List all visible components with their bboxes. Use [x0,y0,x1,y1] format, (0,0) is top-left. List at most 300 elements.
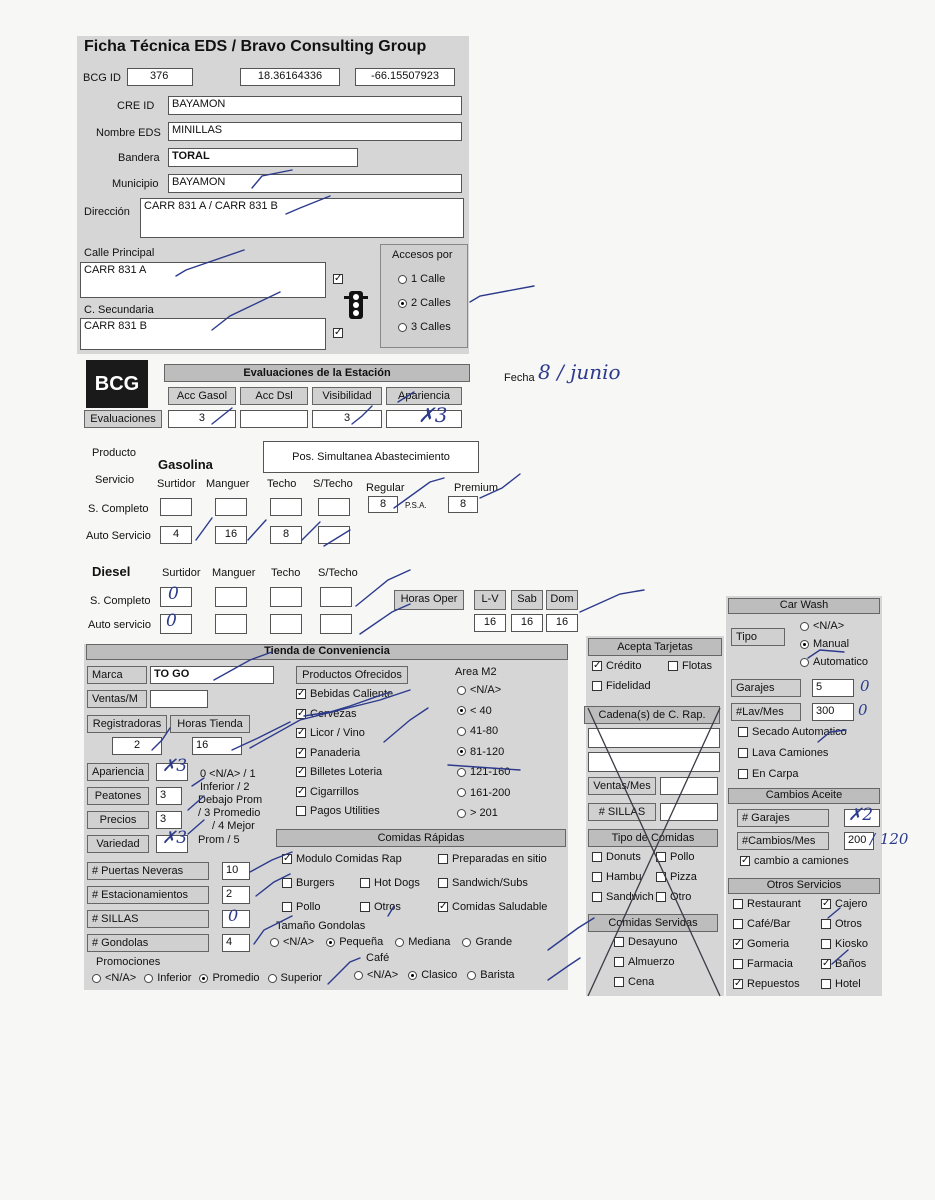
radio-label: < 40 [470,704,492,717]
cadenas-field-1[interactable] [588,728,720,748]
servicio-cajero[interactable] [821,898,867,910]
horas-lv-field[interactable]: 16 [474,614,506,632]
radio-button[interactable] [462,938,471,947]
tamano-option-n-a[interactable] [270,936,314,948]
servicio-kiosko[interactable] [821,938,868,950]
radio-button[interactable] [92,974,101,983]
accesos-option-3[interactable]: 3 Calles [398,321,451,333]
dsl-auto-techo[interactable] [270,614,302,634]
checkbox-label: Otro [670,891,692,903]
lav-mes-label: #Lav/Mes [731,703,801,721]
comida-comidas-saludable[interactable] [438,901,547,913]
dsl-col-manguer: Manguer [212,567,256,579]
horas-col-sab: Sab [511,590,543,610]
accesos-option-2[interactable]: 2 Calles [398,297,451,309]
calle-secundaria-field[interactable]: CARR 831 B [80,318,326,350]
checkbox-label: En Carpa [752,768,799,780]
gas-completo-manguer[interactable] [215,498,247,516]
productos-list [296,688,446,825]
checkbox[interactable] [821,939,831,949]
checkbox-label: Pollo [296,901,321,913]
precios-field[interactable]: 3 [156,811,182,829]
radio-label: Automatico [813,656,869,668]
cafe-label: Café [366,952,390,964]
checkbox[interactable] [282,878,292,888]
producto-label: Producto [92,447,137,459]
cre-id-label: CRE ID [117,100,155,112]
bandera-field[interactable]: TORAL [168,148,358,167]
checkbox[interactable] [614,937,624,947]
checkbox-label: Otros [835,918,862,930]
servicio-ba-os[interactable] [821,958,866,970]
cadenas-header: Cadena(s) de C. Rap. [584,706,720,724]
gas-auto-stecho[interactable] [318,526,350,544]
area-option-81-120[interactable] [457,746,504,758]
horas-tienda-label: Horas Tienda [170,715,250,733]
carwash-tipo-group [800,620,868,674]
aceite-garajes-label: # Garajes [737,809,829,827]
premium-field[interactable]: 8 [448,496,478,513]
radio-button[interactable] [457,768,466,777]
scale-line-2: Inferior / 2 [200,781,250,793]
comida-preparadas-en-sitio[interactable] [438,853,547,865]
dsl-auto-label: Auto servicio [88,619,151,631]
checkbox[interactable]: ✓ [822,958,831,970]
checkbox[interactable]: ✓ [734,938,743,950]
area-option-row [457,705,537,726]
checkbox[interactable] [282,902,292,912]
checkbox[interactable]: ✓ [297,707,306,719]
checkbox-label: Sandwich [606,891,654,903]
radio-button[interactable] [457,747,466,756]
estacionamientos-label: # Estacionamientos [87,886,209,904]
gas-auto-surtidor[interactable]: 4 [160,526,192,544]
checkbox[interactable] [656,852,666,862]
dsl-auto-stecho[interactable] [320,614,352,634]
producto-billetes-loteria[interactable] [296,766,446,786]
checkbox-label: Cervezas [310,707,357,720]
radio-label: <N/A> [470,684,502,696]
cambios-mes-field[interactable]: 200 [844,832,874,850]
comida-otros[interactable] [360,901,401,913]
checkbox[interactable]: ✓ [734,978,743,990]
comida-burgers[interactable] [282,877,335,889]
tipo-comida-hambu[interactable] [592,871,641,883]
checkbox-label: Cajero [835,898,868,910]
eval-acc-gasol-field[interactable]: 3 [168,410,236,428]
checkbox[interactable] [656,892,666,902]
horas-sab-field[interactable]: 16 [511,614,543,632]
checkbox-label: Pollo [670,851,695,863]
servicio-caf-bar[interactable] [733,918,790,930]
radio-button[interactable] [199,974,208,983]
radio-button[interactable] [457,706,466,715]
radio-label: Manual [813,638,850,650]
radio-label: <N/A> [813,620,845,632]
radio-button[interactable] [270,938,279,947]
cafe-option-clasico[interactable] [408,969,457,981]
checkbox[interactable]: ✓ [297,688,306,700]
radio-button[interactable] [395,938,404,947]
checkbox[interactable] [656,872,666,882]
checkbox-label: Licor / Vino [310,727,365,739]
eval-col-acc-gasol: Acc Gasol [168,387,236,405]
gasolina-title: Gasolina [158,457,213,472]
radio-label: 121-160 [470,766,511,778]
checkbox[interactable] [592,892,602,902]
checkbox-label: Billetes Loteria [310,766,383,778]
area-option-row [457,766,537,787]
comida-sandwich-subs[interactable] [438,877,528,889]
gas-completo-stecho[interactable] [318,498,350,516]
checkbox-label: Desayuno [628,936,678,948]
checkbox-label: Otros [374,901,401,913]
garajes-label: Garajes [731,679,801,697]
radio-button[interactable] [467,971,476,980]
gondolas-label: # Gondolas [87,934,209,952]
servicio-restaurant[interactable] [733,898,801,910]
scale-line-3: Debajo Prom [198,794,263,806]
checkbox[interactable] [360,878,370,888]
comida-hot-dogs[interactable] [360,877,420,889]
checkbox[interactable] [360,902,370,912]
checkbox[interactable] [614,957,624,967]
ventas-label: Ventas/M [87,690,147,708]
radio-label: Promedio [212,972,260,984]
servicio-hotel[interactable] [821,978,861,990]
dsl-col-stecho: S/Techo [318,567,358,579]
radio-label: 161-200 [470,786,511,799]
tipo-comida-pizza[interactable] [656,871,697,883]
radio-button[interactable] [800,622,809,631]
peatones-field[interactable]: 3 [156,787,182,805]
bcg-id-field[interactable]: 376 [127,68,193,86]
precios-label: Precios [87,811,149,829]
c-ventas-mes-field[interactable] [660,777,718,795]
servicio-gomeria[interactable] [733,938,789,950]
radio-label: <N/A> [367,969,399,981]
gas-auto-techo[interactable]: 8 [270,526,302,544]
gas-auto-manguer[interactable]: 16 [215,526,247,544]
comida-pollo[interactable] [282,901,320,913]
dsl-completo-label: S. Completo [90,595,151,607]
carwash-en-carpa[interactable] [738,768,847,789]
checkbox-label: Bebidas Caliente [310,688,394,700]
checkbox[interactable] [592,852,602,862]
checkbox[interactable] [821,919,831,929]
traffic-light-icon [342,290,370,320]
tipo-comida-otro[interactable] [656,891,691,903]
regular-field[interactable]: 8 [368,496,398,513]
horas-tienda-field[interactable]: 16 [192,737,242,755]
tamano-option-grande[interactable] [462,936,512,948]
calle-principal-checkbox[interactable]: ✓ [334,273,343,284]
comidas-rapidas-header: Comidas Rápidas [276,829,566,847]
checkbox-label: Cigarrillos [310,785,359,798]
cambios-mes-label: #Cambios/Mes [737,832,829,850]
cadenas-field-2[interactable] [588,752,720,772]
producto-cervezas[interactable] [296,708,446,728]
bandera-label: Bandera [118,152,160,164]
marca-label: Marca [87,666,147,684]
marca-field[interactable]: TO GO [150,666,274,684]
dsl-col-techo: Techo [271,567,301,579]
radio-button[interactable] [457,788,466,797]
horas-col-lv: L-V [474,590,506,610]
apariencia-handwriting: ✗3 [162,756,188,776]
dsl-auto-manguer[interactable] [215,614,247,634]
radio-button[interactable] [800,658,809,667]
eval-visibilidad-field[interactable]: 3 [312,410,382,428]
checkbox[interactable] [733,899,743,909]
tarjeta-credito[interactable]: ✓ Crédito [593,660,642,672]
latitude-field[interactable]: 18.36164336 [240,68,340,86]
calle-principal-field[interactable]: CARR 831 A [80,262,326,298]
scale-line-4: / 3 Promedio [198,807,261,819]
checkbox-label: Restaurant [747,898,801,910]
area-option-n-a[interactable] [457,684,501,696]
c-sillas-field[interactable] [660,803,718,821]
longitude-field[interactable]: -66.15507923 [355,68,455,86]
direccion-field[interactable]: CARR 831 A / CARR 831 B [140,198,464,238]
gas-col-manguer: Manguer [206,478,250,490]
nombre-eds-label: Nombre EDS [96,127,161,139]
promocion-option-n-a[interactable] [92,972,136,984]
tipo-comida-donuts[interactable] [592,851,641,863]
tamano-row [270,936,524,948]
cafe-option-barista[interactable] [467,969,514,981]
servicio-otros[interactable] [821,918,862,930]
checkbox[interactable] [738,727,748,737]
horas-col-dom: Dom [546,590,578,610]
radio-label: Grande [475,936,513,948]
tamano-option-mediana[interactable] [395,936,450,948]
tamano-option-peque-a[interactable] [326,936,383,948]
area-option-201[interactable] [457,807,498,819]
accesos-label: Accesos por [392,249,453,261]
horas-oper-button[interactable]: Horas Oper [394,590,464,610]
checkbox-label: Pizza [670,871,697,883]
promocion-option-promedio[interactable] [199,972,259,984]
servida-cena[interactable] [614,976,678,996]
servida-desayuno[interactable] [614,936,678,956]
radio-button[interactable] [408,971,417,980]
accesos-option-1[interactable]: 1 Calle [398,273,445,285]
tarjeta-fidelidad[interactable]: Fidelidad [592,680,651,692]
municipio-label: Municipio [112,178,159,190]
eval-col-acc-dsl: Acc Dsl [240,387,308,405]
checkbox-label: Repuestos [747,978,800,990]
dsl-completo-techo[interactable] [270,587,302,607]
producto-bebidas-caliente[interactable] [296,688,446,708]
checkbox-label: Burgers [296,877,335,889]
checkbox-label: Pagos Utilities [310,805,380,817]
gondolas-field[interactable]: 4 [222,934,250,952]
municipio-field[interactable]: BAYAMON [168,174,462,193]
dsl-completo-stecho[interactable] [320,587,352,607]
otros-servicios-header: Otros Servicios [728,878,880,894]
gas-col-techo: Techo [267,478,297,490]
radio-label: 41-80 [470,725,499,737]
promociones-label: Promociones [96,956,161,968]
radio-label: Pequeña [339,936,384,948]
eval-apariencia-handwriting: ✗3 [418,403,448,427]
comida-modulo-comidas-rap[interactable] [282,853,402,865]
checkbox-label: Comidas Saludable [452,901,548,913]
radio-button[interactable] [268,974,277,983]
checkbox-label: Almuerzo [628,956,675,968]
registradoras-field[interactable]: 2 [112,737,162,755]
gas-completo-label: S. Completo [88,503,149,515]
page-title: Ficha Técnica EDS / Bravo Consulting Group [84,38,427,55]
checkbox-label: Lava Camiones [752,747,829,759]
radio-label: <N/A> [283,936,315,948]
checkbox[interactable] [592,872,602,882]
radio-button[interactable] [326,938,335,947]
calle-secundaria-checkbox[interactable]: ✓ [334,327,343,338]
tipo-comida-pollo[interactable] [656,851,694,863]
radio-label: 81-120 [470,745,505,758]
checkbox[interactable] [438,854,448,864]
checkbox[interactable] [738,769,748,779]
premium-label: Premium [454,482,499,494]
servidas-list [614,936,678,996]
peatones-label: Peatones [87,787,149,805]
checkbox[interactable]: ✓ [297,727,306,739]
area-option-row [457,807,537,828]
carwash-tipo-automatico[interactable] [800,656,868,668]
checkbox-label: Donuts [606,851,641,863]
checkbox[interactable] [733,919,743,929]
area-option-row [457,787,537,808]
servicio-farmacia[interactable] [733,958,793,970]
radio-label: <N/A> [105,972,137,984]
eval-col-visibilidad: Visibilidad [312,387,382,405]
evaluaciones-header: Evaluaciones de la Estación [164,364,470,382]
tienda-header: Tienda de Conveniencia [86,644,568,660]
ventas-field[interactable] [150,690,208,708]
radio-button[interactable] [457,727,466,736]
promocion-option-inferior[interactable] [144,972,191,984]
servida-almuerzo[interactable] [614,956,678,976]
checkbox[interactable]: ✓ [297,785,306,797]
checkbox-label: Farmacia [747,958,793,970]
area-option-161-200[interactable] [457,787,510,799]
pos-simultanea-label: Pos. Simultanea Abastecimiento [263,441,479,473]
carwash-options [738,726,847,789]
scale-line-5: / 4 Mejor [212,820,255,832]
gas-completo-techo[interactable] [270,498,302,516]
producto-pagos-utilities[interactable] [296,805,446,825]
checkbox-label: Hot Dogs [374,877,420,889]
checkbox-label: Cena [628,976,655,988]
checkbox[interactable]: ✓ [297,766,306,778]
cre-id-field[interactable]: BAYAMON [168,96,462,115]
area-option-41-80[interactable] [457,725,498,737]
checkbox[interactable] [733,959,743,969]
lav-mes-field[interactable]: 300 [812,703,854,721]
tamano-gondolas-label: Tamaño Gondolas [276,920,366,932]
producto-panaderia[interactable] [296,747,446,767]
radio-button[interactable] [457,809,466,818]
cambio-camiones-checkbox[interactable]: ✓ cambio a camiones [741,855,849,867]
checkbox[interactable]: ✓ [439,901,448,913]
cambios-mes-handwriting: / 120 [870,830,909,848]
checkbox[interactable] [821,979,831,989]
variedad-label: Variedad [87,835,149,853]
checkbox[interactable]: ✓ [822,898,831,910]
horas-dom-field[interactable]: 16 [546,614,578,632]
dsl-completo-manguer[interactable] [215,587,247,607]
checkbox[interactable]: ✓ [297,746,306,758]
tarjeta-flotas[interactable]: Flotas [668,660,712,672]
estacionamientos-field[interactable]: 2 [222,886,250,904]
eval-col-apariencia: Apariencia [386,387,462,405]
checkbox-label: Hotel [835,978,861,990]
checkbox[interactable] [438,878,448,888]
checkbox-label: Modulo Comidas Rap [296,853,402,865]
servicio-label: Servicio [95,474,135,486]
carwash-tipo-manual[interactable] [800,638,849,650]
checkbox[interactable] [738,748,748,758]
eval-acc-dsl-field[interactable] [240,410,308,428]
dsl-col-surtidor: Surtidor [162,567,201,579]
dsl-completo-handwriting: 0 [168,584,179,604]
checkbox[interactable]: ✓ [283,853,292,865]
puertas-neveras-field[interactable]: 10 [222,862,250,880]
fecha-handwriting: 8 / junio [538,360,621,384]
checkbox[interactable] [614,977,624,987]
producto-licor-vino[interactable] [296,727,446,747]
area-list [457,684,537,828]
calle-secundaria-label: C. Secundaria [84,304,154,316]
tipo-comida-sandwich[interactable] [592,891,654,903]
registradoras-label: Registradoras [87,715,167,733]
producto-cigarrillos[interactable] [296,786,446,806]
area-option-121-160[interactable] [457,766,510,778]
promocion-option-superior[interactable] [268,972,323,984]
carwash-lava-camiones[interactable] [738,747,847,768]
area-option-40[interactable] [457,705,492,717]
checkbox-label: Preparadas en sitio [452,853,547,865]
servicio-repuestos[interactable] [733,978,800,990]
carwash-tipo-row [800,620,868,638]
checkbox-label: Gomeria [747,938,790,950]
checkbox-label: Secado Automatico [752,726,847,738]
bcg-id-label: BCG ID [83,72,121,84]
calle-principal-label: Calle Principal [84,247,155,259]
checkbox[interactable] [296,806,306,816]
c-ventas-mes-label: Ventas/Mes [588,777,656,795]
puertas-neveras-label: # Puertas Neveras [87,862,209,880]
cafe-option-n-a[interactable] [354,969,398,981]
gas-completo-surtidor[interactable] [160,498,192,516]
productos-ofrecidos-label: Productos Ofrecidos [296,666,408,684]
radio-button[interactable] [144,974,153,983]
bcg-logo: BCG [86,360,148,408]
radio-button[interactable] [354,971,363,980]
carwash-tipo-row [800,656,868,674]
carwash-tipo-n-a[interactable] [800,620,844,632]
radio-button[interactable] [800,640,809,649]
radio-button[interactable] [457,686,466,695]
carwash-secado-automatico[interactable] [738,726,847,747]
area-m2-label: Area M2 [455,666,497,678]
garajes-field[interactable]: 5 [812,679,854,697]
psa-label: P.S.A. [405,501,427,510]
cambios-aceite-header: Cambios Aceite [728,788,880,804]
nombre-eds-field[interactable]: MINILLAS [168,122,462,141]
